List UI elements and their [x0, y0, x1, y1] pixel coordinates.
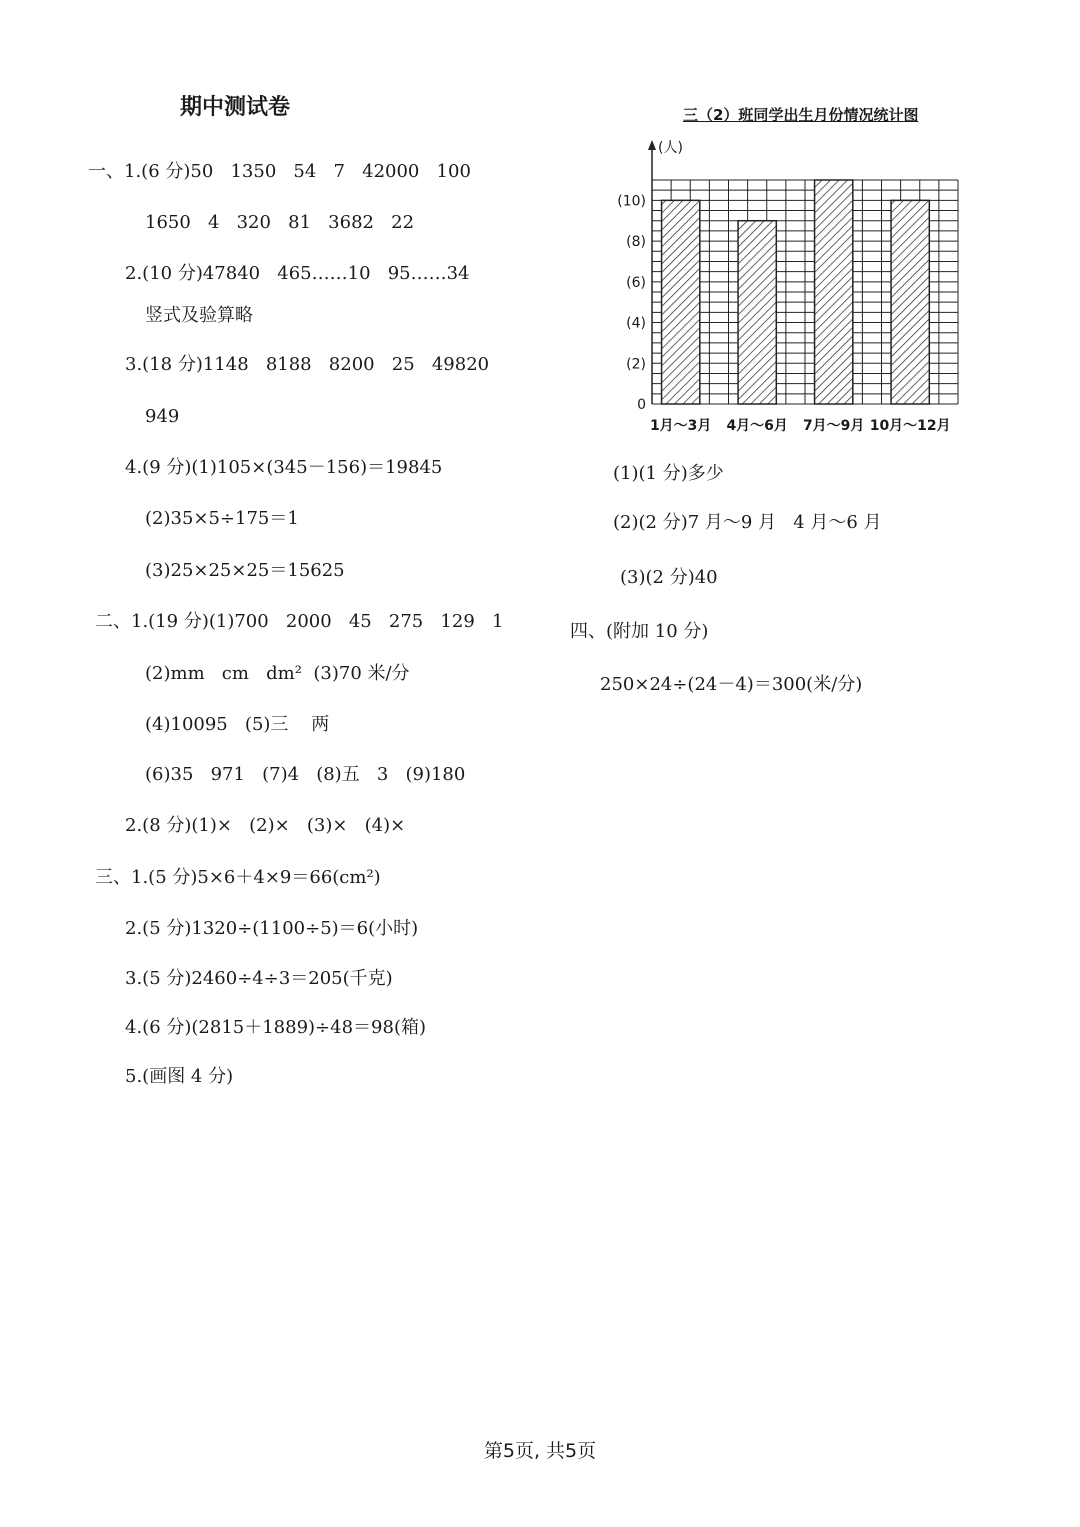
s3-q4: 4.(6 分)(2815＋1889)÷48＝98(箱) [125, 1017, 426, 1038]
bar [662, 200, 700, 404]
s2-q1-line1: 二、1.(19 分)(1)700 2000 45 275 129 1 [95, 611, 504, 632]
s4-formula: 250×24÷(24－4)＝300(米/分) [600, 674, 863, 695]
x-tick-label: 10月～12月 [869, 418, 951, 434]
x-tick-label: 7月～9月 [802, 418, 865, 434]
s3-q5: 5.(画图 4 分) [125, 1066, 234, 1087]
y-tick-label: 0 [637, 397, 646, 413]
s3-q2: 2.(5 分)1320÷(1100÷5)＝6(小时) [125, 918, 419, 939]
s4-heading: 四、(附加 10 分) [570, 621, 709, 642]
chart-answer-1: (1)(1 分)多少 [613, 463, 724, 484]
page-footer: 第5页, 共5页 [483, 1440, 597, 1462]
s1-q1-line1: 一、1.(6 分)50 1350 54 7 42000 100 [88, 161, 471, 182]
y-tick-label: (8) [626, 234, 646, 251]
y-tick-label: (10) [617, 193, 646, 210]
s1-q1-line2: 1650 4 320 81 3682 22 [145, 212, 415, 233]
bar-chart [600, 130, 980, 440]
s1-q4-line3: (3)25×25×25＝15625 [145, 560, 345, 581]
bar [891, 200, 929, 404]
x-tick-label: 1月～3月 [649, 418, 712, 434]
bar [738, 221, 776, 404]
s1-q4-line2: (2)35×5÷175＝1 [145, 508, 299, 529]
s2-q1-line2: (2)mm cm dm² (3)70 米/分 [145, 663, 410, 684]
s1-q2-line1: 2.(10 分)47840 465……10 95……34 [125, 263, 470, 284]
s3-q1: 三、1.(5 分)5×6＋4×9＝66(cm²) [95, 867, 381, 888]
y-tick-label: (4) [626, 315, 646, 332]
s3-q3: 3.(5 分)2460÷4÷3＝205(千克) [125, 968, 393, 989]
s1-q3-line1: 3.(18 分)1148 8188 8200 25 49820 [125, 354, 490, 375]
y-axis-arrow [648, 140, 656, 150]
bar [815, 180, 853, 404]
s2-q2-line1: 2.(8 分)(1)× (2)× (3)× (4)× [125, 815, 406, 836]
s1-q4-line1: 4.(9 分)(1)105×(345－156)＝19845 [125, 457, 443, 478]
chart-answer-2: (2)(2 分)7 月～9 月 4 月～6 月 [613, 512, 882, 533]
x-tick-label: 4月～6月 [726, 418, 788, 434]
y-tick-label: (2) [626, 356, 646, 373]
s2-q1-line3: (4)10095 (5)三 两 [145, 714, 330, 735]
y-axis-label: (人) [658, 140, 683, 156]
chart-answer-3: (3)(2 分)40 [620, 567, 718, 588]
page-title: 期中测试卷 [180, 95, 291, 120]
s2-q1-line4: (6)35 971 (7)4 (8)五 3 (9)180 [145, 764, 466, 785]
chart-title: 三（2）班同学出生月份情况统计图 [683, 106, 919, 124]
s1-q2-line2: 竖式及验算略 [145, 305, 253, 326]
y-tick-label: (6) [626, 274, 646, 291]
s1-q3-line2: 949 [145, 406, 180, 427]
